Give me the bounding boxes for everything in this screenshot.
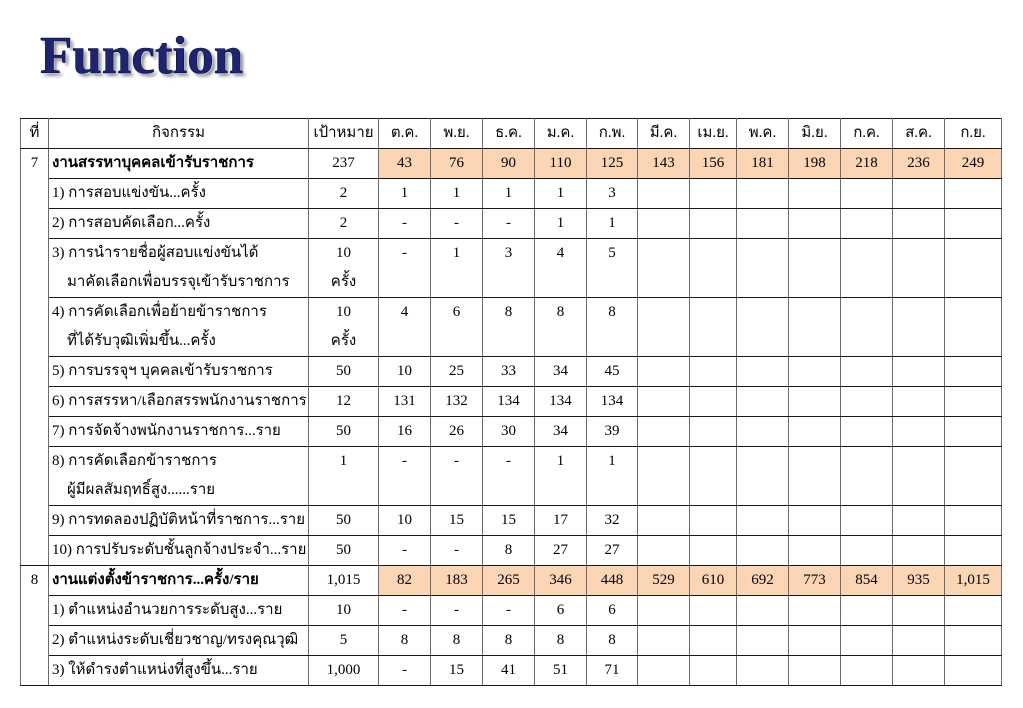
- month-cell: 17: [535, 506, 587, 536]
- activity-cell: [49, 298, 309, 357]
- month-cell: [945, 596, 1002, 626]
- month-cell: -: [431, 596, 483, 626]
- month-cell: 5: [587, 239, 638, 298]
- month-cell: 236: [893, 149, 945, 179]
- month-cell: [789, 417, 841, 447]
- month-cell: -: [379, 239, 431, 298]
- activity-line: 1) ตำแหน่งอำนวยการระดับสูง...ราย: [52, 602, 283, 618]
- header-month-apr: เม.ย.: [690, 119, 737, 149]
- activity-line: 5) การบรรจุฯ บุคคลเข้ารับราชการ: [52, 363, 273, 379]
- month-cell: [690, 179, 737, 209]
- month-cell: [789, 447, 841, 506]
- month-cell: 15: [431, 506, 483, 536]
- month-cell: 110: [535, 149, 587, 179]
- target-line: 10: [336, 602, 351, 618]
- month-cell: [893, 626, 945, 656]
- month-cell: 935: [893, 566, 945, 596]
- target-cell: [309, 447, 379, 506]
- target-line: 50: [336, 423, 351, 439]
- target-cell: 1,015: [309, 566, 379, 596]
- activity-table: [20, 118, 1002, 686]
- item-row: [21, 357, 1002, 387]
- target-line: 50: [336, 512, 351, 528]
- target-line: ครั้ง: [330, 274, 357, 290]
- month-cell: [945, 239, 1002, 298]
- header-row: [21, 119, 1002, 149]
- month-cell: 1: [587, 447, 638, 506]
- item-row: [21, 298, 1002, 357]
- target-cell: [309, 357, 379, 387]
- target-cell: [309, 209, 379, 239]
- header-month-dec: ธ.ค.: [483, 119, 535, 149]
- month-cell: [638, 447, 690, 506]
- activity-cell: [49, 447, 309, 506]
- month-cell: 3: [587, 179, 638, 209]
- month-cell: [638, 298, 690, 357]
- month-cell: 34: [535, 357, 587, 387]
- month-cell: 529: [638, 566, 690, 596]
- month-cell: [789, 506, 841, 536]
- table-header: [21, 119, 1002, 149]
- month-cell: [737, 656, 789, 686]
- month-cell: [789, 179, 841, 209]
- month-cell: [945, 536, 1002, 566]
- header-month-jul: ก.ค.: [841, 119, 893, 149]
- month-cell: [690, 239, 737, 298]
- activity-line-continued: ที่ได้รับวุฒิเพิ่มขึ้น...ครั้ง: [67, 333, 216, 349]
- month-cell: -: [483, 209, 535, 239]
- month-cell: [789, 357, 841, 387]
- target-line: 2: [339, 185, 348, 201]
- month-cell: 3: [483, 239, 535, 298]
- month-cell: -: [483, 447, 535, 506]
- month-cell: 265: [483, 566, 535, 596]
- month-cell: [690, 447, 737, 506]
- month-cell: [690, 209, 737, 239]
- month-cell: 8: [535, 626, 587, 656]
- month-cell: [690, 417, 737, 447]
- month-cell: [841, 447, 893, 506]
- target-cell: [309, 239, 379, 298]
- month-cell: [690, 357, 737, 387]
- month-cell: [737, 239, 789, 298]
- month-cell: [638, 179, 690, 209]
- month-cell: [638, 357, 690, 387]
- target-cell: [309, 596, 379, 626]
- month-cell: 8: [483, 536, 535, 566]
- month-cell: -: [379, 209, 431, 239]
- group-row: [21, 566, 1002, 596]
- month-cell: [893, 357, 945, 387]
- group-activity-cell: งานสรรหาบุคคลเข้ารับราชการ: [49, 149, 309, 179]
- month-cell: [737, 179, 789, 209]
- month-cell: [737, 298, 789, 357]
- activity-cell: [49, 536, 309, 566]
- month-cell: 6: [587, 596, 638, 626]
- activity-line: 8) การคัดเลือกข้าราชการ: [52, 453, 217, 469]
- month-cell: 132: [431, 387, 483, 417]
- month-cell: [945, 417, 1002, 447]
- month-cell: [841, 417, 893, 447]
- month-cell: 16: [379, 417, 431, 447]
- month-cell: 26: [431, 417, 483, 447]
- month-cell: -: [431, 447, 483, 506]
- month-cell: 134: [483, 387, 535, 417]
- month-cell: 4: [379, 298, 431, 357]
- month-cell: [737, 536, 789, 566]
- item-row: [21, 209, 1002, 239]
- item-row: [21, 626, 1002, 656]
- month-cell: [841, 209, 893, 239]
- month-cell: [945, 209, 1002, 239]
- activity-cell: [49, 417, 309, 447]
- month-cell: [737, 357, 789, 387]
- activity-cell: [49, 387, 309, 417]
- month-cell: [690, 596, 737, 626]
- target-cell: [309, 179, 379, 209]
- month-cell: 30: [483, 417, 535, 447]
- month-cell: [789, 626, 841, 656]
- month-cell: [690, 536, 737, 566]
- month-cell: 43: [379, 149, 431, 179]
- activity-cell: [49, 179, 309, 209]
- month-cell: 8: [431, 626, 483, 656]
- item-row: [21, 179, 1002, 209]
- month-cell: [737, 626, 789, 656]
- month-cell: [841, 179, 893, 209]
- month-cell: [789, 656, 841, 686]
- activity-cell: [49, 656, 309, 686]
- header-month-aug: ส.ค.: [893, 119, 945, 149]
- month-cell: 8: [535, 298, 587, 357]
- activity-cell: [49, 357, 309, 387]
- target-cell: [309, 387, 379, 417]
- month-cell: [690, 656, 737, 686]
- month-cell: [841, 626, 893, 656]
- month-cell: [789, 239, 841, 298]
- month-cell: 4: [535, 239, 587, 298]
- month-cell: [638, 626, 690, 656]
- month-cell: [638, 417, 690, 447]
- month-cell: [737, 387, 789, 417]
- month-cell: [789, 298, 841, 357]
- month-cell: [638, 387, 690, 417]
- item-row: [21, 447, 1002, 506]
- month-cell: 32: [587, 506, 638, 536]
- month-cell: [690, 298, 737, 357]
- item-row: [21, 417, 1002, 447]
- month-cell: -: [379, 596, 431, 626]
- month-cell: 15: [431, 656, 483, 686]
- month-cell: 34: [535, 417, 587, 447]
- month-cell: [638, 596, 690, 626]
- target-line: 50: [336, 363, 351, 379]
- header-month-may: พ.ค.: [737, 119, 789, 149]
- month-cell: 249: [945, 149, 1002, 179]
- month-cell: [737, 506, 789, 536]
- month-cell: [789, 209, 841, 239]
- month-cell: [893, 506, 945, 536]
- month-cell: [945, 298, 1002, 357]
- month-cell: [638, 239, 690, 298]
- month-cell: 183: [431, 566, 483, 596]
- month-cell: [893, 417, 945, 447]
- activity-line: 6) การสรรหา/เลือกสรรพนักงานราชการ: [52, 393, 307, 409]
- activity-cell: [49, 626, 309, 656]
- month-cell: 198: [789, 149, 841, 179]
- month-cell: [945, 357, 1002, 387]
- month-cell: 71: [587, 656, 638, 686]
- month-cell: 218: [841, 149, 893, 179]
- month-cell: [841, 596, 893, 626]
- month-cell: [893, 656, 945, 686]
- target-line: 1,000: [326, 662, 361, 678]
- month-cell: [945, 447, 1002, 506]
- target-cell: [309, 626, 379, 656]
- month-cell: [690, 626, 737, 656]
- month-cell: 448: [587, 566, 638, 596]
- month-cell: [945, 626, 1002, 656]
- activity-line-continued: ผู้มีผลสัมฤทธิ์สูง......ราย: [67, 482, 216, 498]
- activity-line: 3) ให้ดำรงตำแหน่งที่สูงขึ้น...ราย: [52, 662, 258, 678]
- month-cell: [893, 447, 945, 506]
- item-row: [21, 656, 1002, 686]
- month-cell: [893, 298, 945, 357]
- month-cell: [638, 506, 690, 536]
- row-number-cell: 7: [21, 149, 49, 566]
- month-cell: 27: [587, 536, 638, 566]
- month-cell: [893, 536, 945, 566]
- month-cell: [893, 596, 945, 626]
- month-cell: [841, 239, 893, 298]
- month-cell: [737, 209, 789, 239]
- header-number: ที่: [21, 119, 49, 149]
- month-cell: 1: [535, 209, 587, 239]
- header-month-mar: มี.ค.: [638, 119, 690, 149]
- month-cell: 610: [690, 566, 737, 596]
- month-cell: 8: [483, 626, 535, 656]
- group-activity-cell: งานแต่งตั้งข้าราชการ...ครั้ง/ราย: [49, 566, 309, 596]
- header-month-jun: มิ.ย.: [789, 119, 841, 149]
- target-cell: [309, 656, 379, 686]
- month-cell: 181: [737, 149, 789, 179]
- month-cell: [841, 357, 893, 387]
- month-cell: -: [483, 596, 535, 626]
- month-cell: [690, 506, 737, 536]
- month-cell: 131: [379, 387, 431, 417]
- month-cell: [893, 179, 945, 209]
- month-cell: [841, 536, 893, 566]
- month-cell: [841, 298, 893, 357]
- activity-cell: [49, 506, 309, 536]
- month-cell: 51: [535, 656, 587, 686]
- month-cell: [945, 656, 1002, 686]
- activity-line: 1) การสอบแข่งขัน...ครั้ง: [52, 185, 206, 201]
- month-cell: 1: [535, 447, 587, 506]
- month-cell: 8: [587, 626, 638, 656]
- header-month-sep: ก.ย.: [945, 119, 1002, 149]
- target-cell: [309, 417, 379, 447]
- target-cell: 237: [309, 149, 379, 179]
- activity-line: 9) การทดลองปฏิบัติหน้าที่ราชการ...ราย: [52, 512, 306, 528]
- target-cell: [309, 536, 379, 566]
- month-cell: 8: [483, 298, 535, 357]
- month-cell: 1: [431, 179, 483, 209]
- activity-cell: [49, 596, 309, 626]
- month-cell: [638, 536, 690, 566]
- activity-line: 7) การจัดจ้างพนักงานราชการ...ราย: [52, 423, 281, 439]
- month-cell: [893, 209, 945, 239]
- month-cell: [841, 506, 893, 536]
- month-cell: 33: [483, 357, 535, 387]
- month-cell: [945, 179, 1002, 209]
- group-row: [21, 149, 1002, 179]
- month-cell: 45: [587, 357, 638, 387]
- header-month-jan: ม.ค.: [535, 119, 587, 149]
- month-cell: 1: [379, 179, 431, 209]
- month-cell: 39: [587, 417, 638, 447]
- header-activity: กิจกรรม: [49, 119, 309, 149]
- month-cell: [945, 387, 1002, 417]
- activity-line: 10) การปรับระดับชั้นลูกจ้างประจำ...ราย: [52, 542, 307, 558]
- header-month-nov: พ.ย.: [431, 119, 483, 149]
- activity-cell: [49, 239, 309, 298]
- month-cell: 25: [431, 357, 483, 387]
- month-cell: [945, 506, 1002, 536]
- month-cell: 6: [431, 298, 483, 357]
- month-cell: 6: [535, 596, 587, 626]
- month-cell: [789, 387, 841, 417]
- month-cell: 41: [483, 656, 535, 686]
- month-cell: [737, 596, 789, 626]
- item-row: [21, 536, 1002, 566]
- activity-line: 4) การคัดเลือกเพื่อย้ายข้าราชการ: [52, 304, 267, 320]
- item-row: [21, 239, 1002, 298]
- target-line: 2: [339, 215, 348, 231]
- header-month-feb: ก.พ.: [587, 119, 638, 149]
- month-cell: [789, 536, 841, 566]
- month-cell: [841, 387, 893, 417]
- month-cell: 156: [690, 149, 737, 179]
- month-cell: 8: [379, 626, 431, 656]
- month-cell: 346: [535, 566, 587, 596]
- item-row: [21, 387, 1002, 417]
- target-line: ครั้ง: [330, 333, 357, 349]
- target-cell: [309, 506, 379, 536]
- month-cell: [638, 656, 690, 686]
- target-line: 1: [339, 453, 348, 469]
- table-body: [21, 149, 1002, 686]
- month-cell: [690, 387, 737, 417]
- month-cell: 125: [587, 149, 638, 179]
- header-month-oct: ต.ค.: [379, 119, 431, 149]
- month-cell: 76: [431, 149, 483, 179]
- item-row: [21, 506, 1002, 536]
- month-cell: 773: [789, 566, 841, 596]
- target-line: 12: [336, 393, 351, 409]
- month-cell: [638, 209, 690, 239]
- activity-line: 2) ตำแหน่งระดับเชี่ยวชาญ/ทรงคุณวุฒิ: [52, 632, 299, 648]
- month-cell: 82: [379, 566, 431, 596]
- month-cell: 692: [737, 566, 789, 596]
- month-cell: -: [379, 536, 431, 566]
- month-cell: 27: [535, 536, 587, 566]
- month-cell: -: [379, 656, 431, 686]
- item-row: [21, 596, 1002, 626]
- month-cell: 1: [535, 179, 587, 209]
- activity-line: 3) การนำรายชื่อผู้สอบแข่งขันได้: [52, 245, 259, 261]
- month-cell: -: [431, 209, 483, 239]
- month-cell: 143: [638, 149, 690, 179]
- target-line: 50: [336, 542, 351, 558]
- month-cell: [789, 596, 841, 626]
- month-cell: 134: [587, 387, 638, 417]
- activity-cell: [49, 209, 309, 239]
- target-line: 10: [336, 245, 351, 261]
- activity-line-continued: มาคัดเลือกเพื่อบรรจุเข้ารับราชการ: [67, 274, 290, 290]
- target-line: 10: [336, 304, 351, 320]
- month-cell: 15: [483, 506, 535, 536]
- row-number-cell: 8: [21, 566, 49, 686]
- month-cell: 854: [841, 566, 893, 596]
- month-cell: [893, 387, 945, 417]
- month-cell: 1: [483, 179, 535, 209]
- month-cell: 8: [587, 298, 638, 357]
- slide-title: Function: [40, 27, 244, 85]
- month-cell: -: [379, 447, 431, 506]
- month-cell: -: [431, 536, 483, 566]
- target-cell: [309, 298, 379, 357]
- month-cell: 1,015: [945, 566, 1002, 596]
- header-target: เป้าหมาย: [309, 119, 379, 149]
- month-cell: [841, 656, 893, 686]
- target-line: 5: [339, 632, 348, 648]
- month-cell: [737, 417, 789, 447]
- month-cell: 1: [587, 209, 638, 239]
- month-cell: 1: [431, 239, 483, 298]
- month-cell: [737, 447, 789, 506]
- month-cell: [893, 239, 945, 298]
- month-cell: 10: [379, 357, 431, 387]
- activity-line: 2) การสอบคัดเลือก...ครั้ง: [52, 215, 211, 231]
- month-cell: 90: [483, 149, 535, 179]
- month-cell: 10: [379, 506, 431, 536]
- month-cell: 134: [535, 387, 587, 417]
